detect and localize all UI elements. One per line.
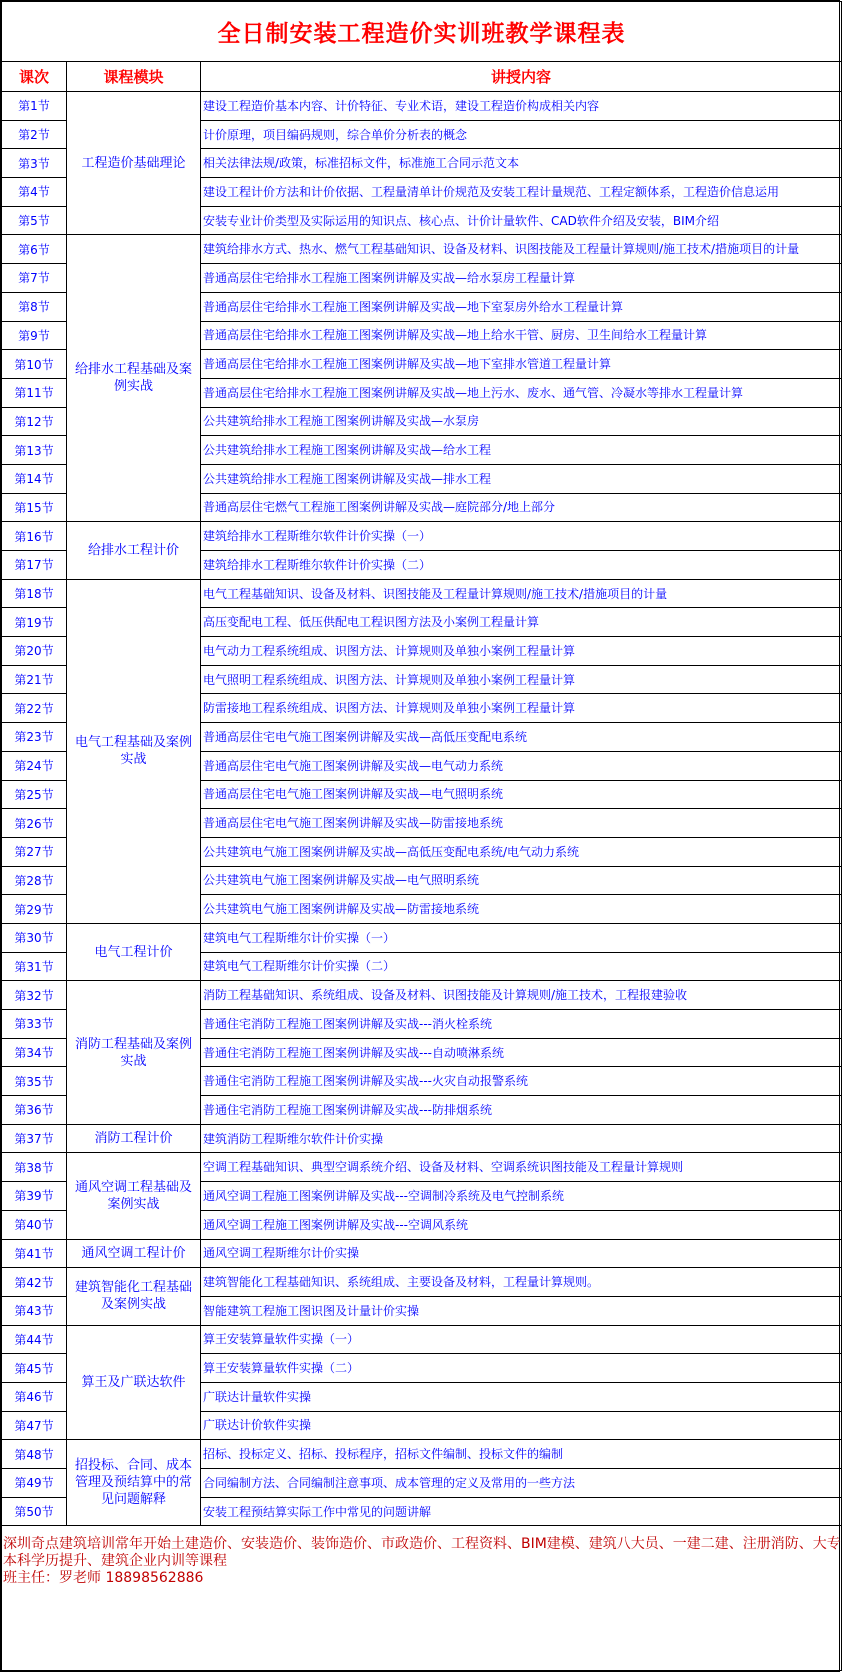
lesson-content: 空调工程基础知识、典型空调系统介绍、设备及材料、空调系统识图技能及工程量计算规则 [201,1153,842,1182]
lesson-number: 第9节 [2,321,67,350]
lesson-number: 第50节 [2,1497,67,1526]
module-name: 算王及广联达软件 [67,1325,201,1440]
lesson-content: 广联达计价软件实操 [201,1411,842,1440]
lesson-content: 普通高层住宅给排水工程施工图案例讲解及实战—给水泵房工程量计算 [201,264,842,293]
lesson-number: 第43节 [2,1296,67,1325]
table-row [2,235,842,264]
lesson-number: 第36节 [2,1096,67,1125]
table-row [2,1440,842,1469]
table-row [2,1124,842,1153]
lesson-content: 普通住宅消防工程施工图案例讲解及实战---消火栓系统 [201,1010,842,1039]
lesson-content: 建筑电气工程斯维尔计价实操（二） [201,952,842,981]
lesson-content: 普通高层住宅电气施工图案例讲解及实战—电气动力系统 [201,751,842,780]
table-row [2,1153,842,1182]
lesson-content: 智能建筑工程施工图识图及计量计价实操 [201,1296,842,1325]
lesson-content: 建筑给排水方式、热水、燃气工程基础知识、设备及材料、识图技能及工程量计算规则/施工技术/措施项目的计量 [201,235,842,264]
lesson-number: 第4节 [2,178,67,207]
lesson-number: 第40节 [2,1210,67,1239]
lesson-number: 第27节 [2,837,67,866]
module-name: 建筑智能化工程基础及案例实战 [67,1268,201,1325]
lesson-number: 第24节 [2,751,67,780]
lesson-number: 第11节 [2,378,67,407]
module-name: 消防工程计价 [67,1124,201,1153]
lesson-content: 通风空调工程施工图案例讲解及实战---空调风系统 [201,1210,842,1239]
table-row [2,923,842,952]
lesson-content: 电气动力工程系统组成、识图方法、计算规则及单独小案例工程量计算 [201,637,842,666]
course-table [1,1,842,1671]
lesson-number: 第32节 [2,981,67,1010]
footer-note [2,1526,842,1671]
lesson-number: 第15节 [2,493,67,522]
lesson-content: 广联达计量软件实操 [201,1382,842,1411]
lesson-content: 普通高层住宅给排水工程施工图案例讲解及实战—地下室泵房外给水工程量计算 [201,292,842,321]
lesson-content: 公共建筑给排水工程施工图案例讲解及实战—水泵房 [201,407,842,436]
module-name: 招投标、合同、成本管理及预结算中的常见问题解释 [67,1440,201,1526]
lesson-content: 普通住宅消防工程施工图案例讲解及实战---火灾自动报警系统 [201,1067,842,1096]
lesson-content: 普通高层住宅燃气工程施工图案例讲解及实战—庭院部分/地上部分 [201,493,842,522]
lesson-number: 第31节 [2,952,67,981]
lesson-content: 普通住宅消防工程施工图案例讲解及实战---防排烟系统 [201,1096,842,1125]
module-name: 给排水工程基础及案例实战 [67,235,201,522]
footer-courses-text: 深圳奇点建筑培训常年开始土建造价、安装造价、装饰造价、市政造价、工程资料、BIM建模、建筑八大员、一建二建、注册消防、大专本科学历提升、建筑企业内训等课程 [3,1536,841,1570]
lesson-content: 普通高层住宅电气施工图案例讲解及实战—电气照明系统 [201,780,842,809]
lesson-content: 通风空调工程斯维尔计价实操 [201,1239,842,1268]
lesson-number: 第5节 [2,206,67,235]
lesson-number: 第7节 [2,264,67,293]
lesson-content: 相关法律法规/政策，标准招标文件，标准施工合同示范文本 [201,149,842,178]
lesson-number: 第26节 [2,809,67,838]
lesson-number: 第10节 [2,350,67,379]
header-module: 课程模块 [67,62,201,92]
lesson-number: 第34节 [2,1038,67,1067]
lesson-number: 第41节 [2,1239,67,1268]
lesson-content: 电气工程基础知识、设备及材料、识图技能及工程量计算规则/施工技术/措施项目的计量 [201,579,842,608]
lesson-number: 第3节 [2,149,67,178]
lesson-content: 防雷接地工程系统组成、识图方法、计算规则及单独小案例工程量计算 [201,694,842,723]
table-row [2,92,842,121]
lesson-number: 第42节 [2,1268,67,1297]
table-row [2,579,842,608]
lesson-number: 第21节 [2,665,67,694]
module-name: 消防工程基础及案例实战 [67,981,201,1124]
lesson-number: 第14节 [2,464,67,493]
lesson-number: 第8节 [2,292,67,321]
header-content: 讲授内容 [201,62,842,92]
lesson-content: 公共建筑给排水工程施工图案例讲解及实战—排水工程 [201,464,842,493]
lesson-content: 建设工程造价基本内容、计价特征、专业术语，建设工程造价构成相关内容 [201,92,842,121]
lesson-content: 合同编制方法、合同编制注意事项、成本管理的定义及常用的一些方法 [201,1469,842,1498]
lesson-content: 建筑给排水工程斯维尔软件计价实操（一） [201,522,842,551]
lesson-content: 建筑给排水工程斯维尔软件计价实操（二） [201,551,842,580]
lesson-number: 第47节 [2,1411,67,1440]
lesson-number: 第22节 [2,694,67,723]
table-row [2,1239,842,1268]
lesson-content: 普通高层住宅电气施工图案例讲解及实战—防雷接地系统 [201,809,842,838]
lesson-content: 算王安装算量软件实操（二） [201,1354,842,1383]
module-name: 通风空调工程计价 [67,1239,201,1268]
lesson-content: 算王安装算量软件实操（一） [201,1325,842,1354]
module-name: 电气工程计价 [67,923,201,980]
lesson-content: 招标、投标定义、招标、投标程序，招标文件编制、投标文件的编制 [201,1440,842,1469]
table-row [2,522,842,551]
lesson-number: 第30节 [2,923,67,952]
footer-contact-text: 班主任：罗老师 18898562886 [3,1570,204,1587]
lesson-number: 第45节 [2,1354,67,1383]
lesson-number: 第19节 [2,608,67,637]
table-row [2,1268,842,1297]
footer-row [2,1526,842,1671]
lesson-number: 第20节 [2,637,67,666]
lesson-content: 安装专业计价类型及实际运用的知识点、核心点、计价计量软件、CAD软件介绍及安装，BIM介绍 [201,206,842,235]
lesson-number: 第28节 [2,866,67,895]
lesson-content: 普通高层住宅电气施工图案例讲解及实战—高低压变配电系统 [201,723,842,752]
lesson-number: 第44节 [2,1325,67,1354]
lesson-content: 公共建筑电气施工图案例讲解及实战—电气照明系统 [201,866,842,895]
lesson-number: 第25节 [2,780,67,809]
table-row [2,1325,842,1354]
lesson-content: 建设工程计价方法和计价依据、工程量清单计价规范及安装工程计量规范、工程定额体系，工程造价信息运用 [201,178,842,207]
lesson-content: 建筑消防工程斯维尔软件计价实操 [201,1124,842,1153]
lesson-number: 第13节 [2,436,67,465]
lesson-number: 第39节 [2,1182,67,1211]
lesson-content: 公共建筑给排水工程施工图案例讲解及实战—给水工程 [201,436,842,465]
lesson-content: 公共建筑电气施工图案例讲解及实战—高低压变配电系统/电气动力系统 [201,837,842,866]
module-name: 通风空调工程基础及案例实战 [67,1153,201,1239]
lesson-content: 普通高层住宅给排水工程施工图案例讲解及实战—地上给水干管、厨房、卫生间给水工程量计算 [201,321,842,350]
lesson-number: 第2节 [2,120,67,149]
lesson-content: 电气照明工程系统组成、识图方法、计算规则及单独小案例工程量计算 [201,665,842,694]
lesson-content: 普通高层住宅给排水工程施工图案例讲解及实战—地上污水、废水、通气管、冷凝水等排水工程量计算 [201,378,842,407]
lesson-number: 第17节 [2,551,67,580]
module-name: 电气工程基础及案例实战 [67,579,201,923]
lesson-content: 计价原理，项目编码规则，综合单价分析表的概念 [201,120,842,149]
lesson-content: 建筑智能化工程基础知识、系统组成、主要设备及材料，工程量计算规则。 [201,1268,842,1297]
lesson-number: 第35节 [2,1067,67,1096]
module-name: 工程造价基础理论 [67,92,201,235]
lesson-number: 第6节 [2,235,67,264]
lesson-number: 第46节 [2,1382,67,1411]
header-lesson: 课次 [2,62,67,92]
lesson-content: 建筑电气工程斯维尔计价实操（一） [201,923,842,952]
lesson-content: 普通高层住宅给排水工程施工图案例讲解及实战—地下室排水管道工程量计算 [201,350,842,379]
lesson-content: 普通住宅消防工程施工图案例讲解及实战---自动喷淋系统 [201,1038,842,1067]
lesson-number: 第49节 [2,1469,67,1498]
lesson-number: 第37节 [2,1124,67,1153]
lesson-content: 高压变配电工程、低压供配电工程识图方法及小案例工程量计算 [201,608,842,637]
table-row [2,981,842,1010]
lesson-number: 第12节 [2,407,67,436]
lesson-number: 第18节 [2,579,67,608]
lesson-number: 第1节 [2,92,67,121]
lesson-content: 公共建筑电气施工图案例讲解及实战—防雷接地系统 [201,895,842,924]
page-title: 全日制安装工程造价实训班教学课程表 [2,2,842,62]
lesson-content: 通风空调工程施工图案例讲解及实战---空调制冷系统及电气控制系统 [201,1182,842,1211]
lesson-number: 第38节 [2,1153,67,1182]
lesson-content: 消防工程基础知识、系统组成、设备及材料、识图技能及计算规则/施工技术，工程报建验收 [201,981,842,1010]
lesson-number: 第16节 [2,522,67,551]
lesson-content: 安装工程预结算实际工作中常见的问题讲解 [201,1497,842,1526]
lesson-number: 第29节 [2,895,67,924]
lesson-number: 第33节 [2,1010,67,1039]
lesson-number: 第23节 [2,723,67,752]
module-name: 给排水工程计价 [67,522,201,579]
lesson-number: 第48节 [2,1440,67,1469]
